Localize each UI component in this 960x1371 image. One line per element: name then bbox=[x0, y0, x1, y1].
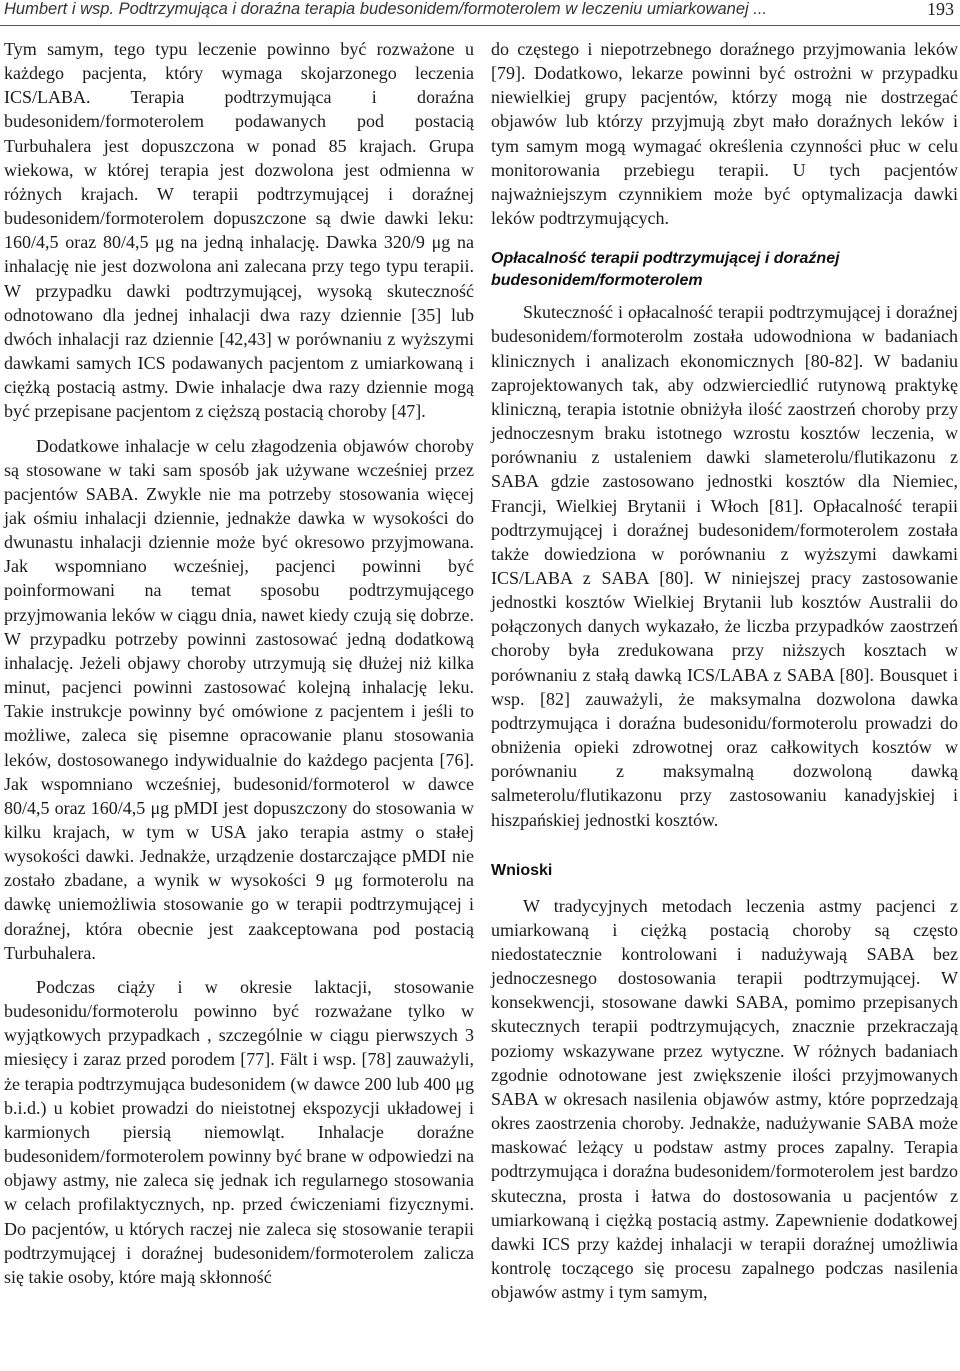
running-header bbox=[0, 0, 960, 24]
running-title: Humbert i wsp. Podtrzymująca i doraźna terapia budesonidem/formoterolem w leczeniu umiarkowanej ... bbox=[4, 0, 768, 18]
section-heading: Opłacalność terapii podtrzymującej i doraźnej budesonidem/formoterolem bbox=[491, 250, 840, 290]
header-rule bbox=[0, 25, 960, 26]
section-heading: Wnioski bbox=[491, 861, 553, 879]
left-column bbox=[4, 37, 474, 1289]
body-paragraph: Podczas ciąży i w okresie laktacji, stosowanie budesonidu/formoterolu powinno być rozważane tylko w wyjątkowych przypadkach , szczególnie w ciągu pierwszych 3 miesięcy i zaraz przed porodem [77]. Fält i wsp. [78] zauważyli, że terapia podtrzymująca budesonidem (w dawce 200 lub 400 μg b.i.d.) u kobiet prowadzi do nieistotnej ekspozycji układowej i karmionych piersią niemowląt. Inhalacje doraźne budesonidem/formoterolem powinny być brane w odpowiedzi na objawy astmy, nie zaleca się jednak ich regularnego stosowania w celach profilaktycznych, np. przed ćwiczeniami fizycznymi. Do pacjentów, u których raczej nie zaleca się stosowanie terapii podtrzymującej i doraźnej budesonidem/formoterolem zalicza się takie osoby, które mają skłonność bbox=[4, 976, 474, 1287]
body-paragraph: Tym samym, tego typu leczenie powinno być rozważone u każdego pacjenta, który wymaga skojarzonego leczenia ICS/LABA. Terapia podtrzymująca i doraźna budesonidem/formoterolem podawanych pod postacią Turbuhalera jest dopuszczona w ponad 85 krajach. Grupa wiekowa, w której terapia jest dozwolona jest odmienna w różnych krajach. W terapii podtrzymującej i doraźnej budesonidem/formoterolem dopuszczone są dwie dawki leku: 160/4,5 oraz 80/4,5 μg na jedną inhalację. Dawka 320/9 μg na inhalację nie jest dozwolona ani zalecana przy tego typu terapii. W przypadku dawki podtrzymującej, wysoką skuteczność odnotowano dla jednej inhalacji dwa razy dziennie [35] lub dwóch inhalacji raz dziennie [42,43] w porównaniu z wyższymi dawkami samych ICS podawanych pacjentom z umiarkowaną i ciężką postacią astmy. Dwie inhalacje dwa razy dziennie mogą być przepisane pacjentom z cięższą postacią choroby [47]. bbox=[4, 39, 474, 422]
body-paragraph: Skuteczność i opłacalność terapii podtrzymującej i doraźnej budesonidem/formoterolm została udowodniona w badaniach klinicznych i analizach ekonomicznych [80-82]. W badaniu zaprojektowanych tak, aby odzwierciedlić rutynową praktykę kliniczną, terapia istotnie obniżyła ilość zaostrzeń choroby przy jednoczesnym braku istotnego wzrostu kosztów leczenia, w porównaniu z ustaleniem dawki slameterolu/flutikazonu z SABA gdzie zastosowano jednostki kosztów dla Niemiec, Francji, Wielkiej Brytanii i Włoch [81]. Opłacalność terapii podtrzymującej i doraźnej budesonidem/formoterolem została także dowiedziona w porównaniu z wyższymi dawkami ICS/LABA z SABA [80]. W niniejszej pracy zastosowanie jednostki kosztów Wielkiej Brytanii lub kosztów Australii do połączonych danych wykazało, że liczba przypadków zaostrzeń choroby była zredukowana przy niższych kosztach w porównaniu z stałą dawką ICS/LABA z SABA [80]. Bousquet i wsp. [82] zauważyli, że maksymalna dozwolona dawka podtrzymująca i doraźna budesonidu/formoterolu prowadzi do obniżenia opieki zdrowotnej oraz całkowitych kosztów w porównaniu z maksymalną dozwoloną dawką salmeterolu/flutikazonu przy zastosowaniu kanadyjskiej i hiszpańskiej jednostki kosztów. bbox=[491, 302, 958, 830]
body-paragraph: do częstego i niepotrzebnego doraźnego przyjmowania leków [79]. Dodatkowo, lekarze powinni być ostrożni w przypadku niewielkiej grupy pacjentów, którzy mogą nie dostrzegać objawów lub którzy przyjmują zbyt mało doraźnych leków i tym samym mogą wymagać określenia czynności płuc w celu monitorowania przebiegu terapii. U tych pacjentów najważniejszym czynnikiem może być optymalizacja dawki leków podtrzymujących. bbox=[491, 39, 958, 229]
body-paragraph: W tradycyjnych metodach leczenia astmy pacjenci z umiarkowaną i ciężką postacią choroby są często niedostatecznie kontrolowani i nadużywają SABA bez jednoczesnego dostosowania terapii podtrzymującej. W konsekwencji, stosowane dawki SABA, pomimo przepisanych skutecznych terapii podtrzymujących, znacznie przekraczają poziomy wskazywane przez wytyczne. W różnych badaniach zgodnie odnotowane jest zwiększenie ilości przyjmowanych SABA w okresach nasilenia objawów astmy, które poprzedzają okres zaostrzenia choroby. Jednakże, nadużywanie SABA może maskować leżący u podstaw astmy proces zapalny. Terapia podtrzymująca i doraźna budesonidem/formoterolem jest bardzo skuteczna, prosta i łatwa do dostosowania u pacjentów z umiarkowaną i ciężką postacią astmy. Zapewnienie dodatkowej dawki ICS przy każdej inhalacji w terapii doraźnej umożliwia kontrolę toczącego się procesu zapalnego podczas nasilenia objawów astmy i tym samym, bbox=[491, 895, 958, 1303]
page-number: 193 bbox=[927, 0, 954, 19]
body-paragraph: Dodatkowe inhalacje w celu złagodzenia objawów choroby są stosowane w taki sam sposób jak używane wcześniej przez pacjentów SABA. Zwykle nie ma potrzeby stosowania więcej jak ośmiu inhalacji dziennie, jednakże dawka w wysokości do dwunastu inhalacji dziennie może być okresowo przyjmowana. Jak wspomniano wcześniej, pacjenci powinni być poinformowani na temat sposobu podtrzymującego przyjmowania leków w ciągu dnia, nawet kiedy czują się dobrze. W przypadku potrzeby powinni zastosować jedną dodatkową inhalację. Jeżeli objawy choroby utrzymują się dłużej niż kilka minut, pacjenci powinni zastosować kolejną inhalację leku. Takie instrukcje powinny być omówione z pacjentem i jeśli to możliwe, zaleca się pisemne opracowanie planu stosowania leków, dostosowanego indywidualnie do każdego pacjenta [76]. Jak wspomniano wcześniej, budesonid/formoterol w dawce 80/4,5 oraz 160/4,5 μg pMDI jest dopuszczony do stosowania w kilku krajach, w tym w USA jako terapia astmy o stałej wysokości dawki. Jednakże, urządzenie dostarczające pMDI nie zostało zbadane, a wynik w wysokości 9 μg formoterolu na dawkę uniemożliwia stosowanie go w terapii podtrzymującej i doraźnej, która obecnie jest zaakceptowana pod postacią Turbuhalera. bbox=[4, 435, 474, 963]
right-column bbox=[491, 37, 958, 1304]
